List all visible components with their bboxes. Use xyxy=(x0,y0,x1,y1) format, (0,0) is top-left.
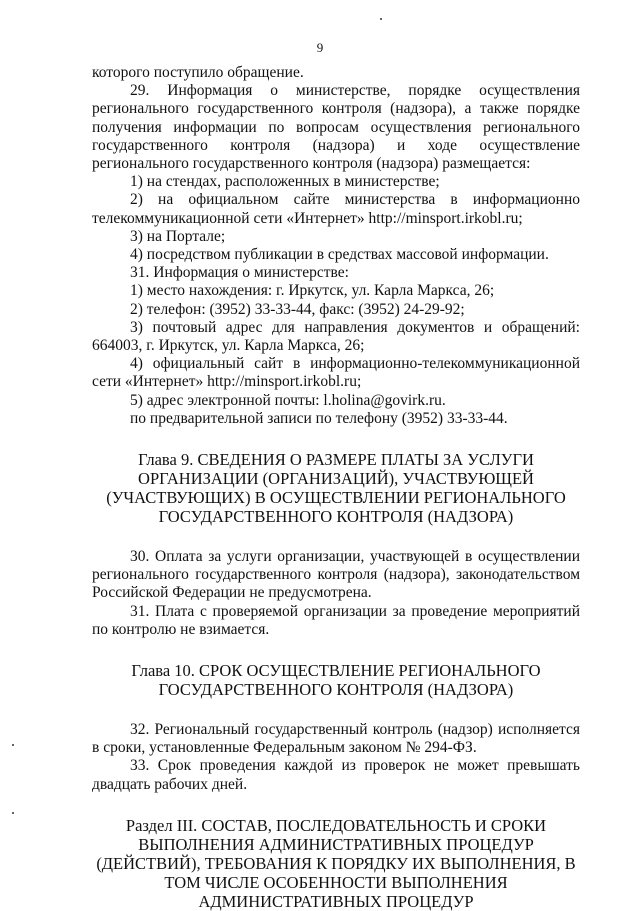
paragraph: 30. Оплата за услуги организации, участвующей в осуществлении регионального государственного контроля (надзора), законодательством Российской Федерации не предусмотрена. xyxy=(92,548,580,602)
section-heading: Раздел III. СОСТАВ, ПОСЛЕДОВАТЕЛЬНОСТЬ И СРОКИ ВЫПОЛНЕНИЯ АДМИНИСТРАТИВНЫХ ПРОЦЕДУР (ДЕЙСТВИЙ), ТРЕБОВАНИЯ К ПОРЯДКУ ИХ ВЫПОЛНЕНИЯ, В ТОМ ЧИСЛЕ ОСОБЕННОСТИ ВЫПОЛНЕНИЯ АДМИНИСТРАТИВНЫХ ПРОЦЕДУР xyxy=(96,815,576,911)
paragraph: которого поступило обращение. xyxy=(92,64,304,81)
page-number: 9 xyxy=(316,40,324,55)
scan-speck xyxy=(380,18,382,20)
paragraph: 3) почтовый адрес для направления документов и обращений: 664003, г. Иркутск, ул. Карла Маркса, 26; xyxy=(92,318,580,355)
spacer xyxy=(92,794,580,816)
paragraph: 32. Региональный государственный контроль (надзор) исполняется в сроки, установленные Федеральным законом № 294-ФЗ. xyxy=(92,721,580,757)
paragraph: 33. Срок проведения каждой из проверок не может превышать двадцать рабочих дней. xyxy=(92,757,580,793)
paragraph: 5) адрес электронной почты: l.holina@govirk.ru. xyxy=(130,391,446,409)
paragraph: 3) на Портале; xyxy=(130,227,226,245)
paragraph: 29. Информация о министерстве, порядке осуществления регионального государственного контроля (надзора), а также порядке получения информации по вопросам осуществления регионального государственного контроля (надзора) и ходе осуществление регионального государственного контроля (надзора) размещается: xyxy=(92,82,580,173)
scan-speck xyxy=(12,812,14,814)
paragraph: 1) место нахождения: г. Иркутск, ул. Карла Маркса, 26; xyxy=(130,282,495,300)
spacer xyxy=(92,639,580,661)
paragraph: 2) на официальном сайте министерства в информационно телекоммуникационной сети «Интернет» http://minsport.irkobl.ru; xyxy=(92,191,580,227)
paragraph: 31. Информация о министерстве: xyxy=(130,264,349,282)
spacer xyxy=(92,699,580,721)
spacer xyxy=(92,526,580,548)
scan-speck xyxy=(12,744,14,746)
spacer xyxy=(92,428,580,450)
paragraph: 2) телефон: (3952) 33-33-44, факс: (3952) 24-29-92; xyxy=(130,300,465,318)
paragraph: 31. Плата с проверяемой организации за проведение мероприятий по контролю не взимается. xyxy=(92,602,580,638)
section-heading: Глава 9. СВЕДЕНИЯ О РАЗМЕРЕ ПЛАТЫ ЗА УСЛУГИ ОРГАНИЗАЦИИ (ОРГАНИЗАЦИЙ), УЧАСТВУЮЩЕЙ (УЧАСТВУЮЩИХ) В ОСУЩЕСТВЛЕНИИ РЕГИОНАЛЬНОГО ГОСУДАРСТВЕННОГО КОНТРОЛЯ (НАДЗОРА) xyxy=(106,450,566,527)
section-heading: Глава 10. СРОК ОСУЩЕСТВЛЕНИЕ РЕГИОНАЛЬНОГО ГОСУДАРСТВЕННОГО КОНТРОЛЯ (НАДЗОРА) xyxy=(131,661,541,700)
paragraph: 4) посредством публикации в средствах массовой информации. xyxy=(130,246,549,264)
document-body xyxy=(92,64,580,911)
paragraph: 4) официальный сайт в информационно-телекоммуникационной сети «Интернет» http://minsport.irkobl.ru; xyxy=(92,355,580,391)
paragraph: по предварительной записи по телефону (3952) 33-33-44. xyxy=(130,409,508,427)
paragraph: 1) на стендах, расположенных в министерстве; xyxy=(130,173,440,191)
